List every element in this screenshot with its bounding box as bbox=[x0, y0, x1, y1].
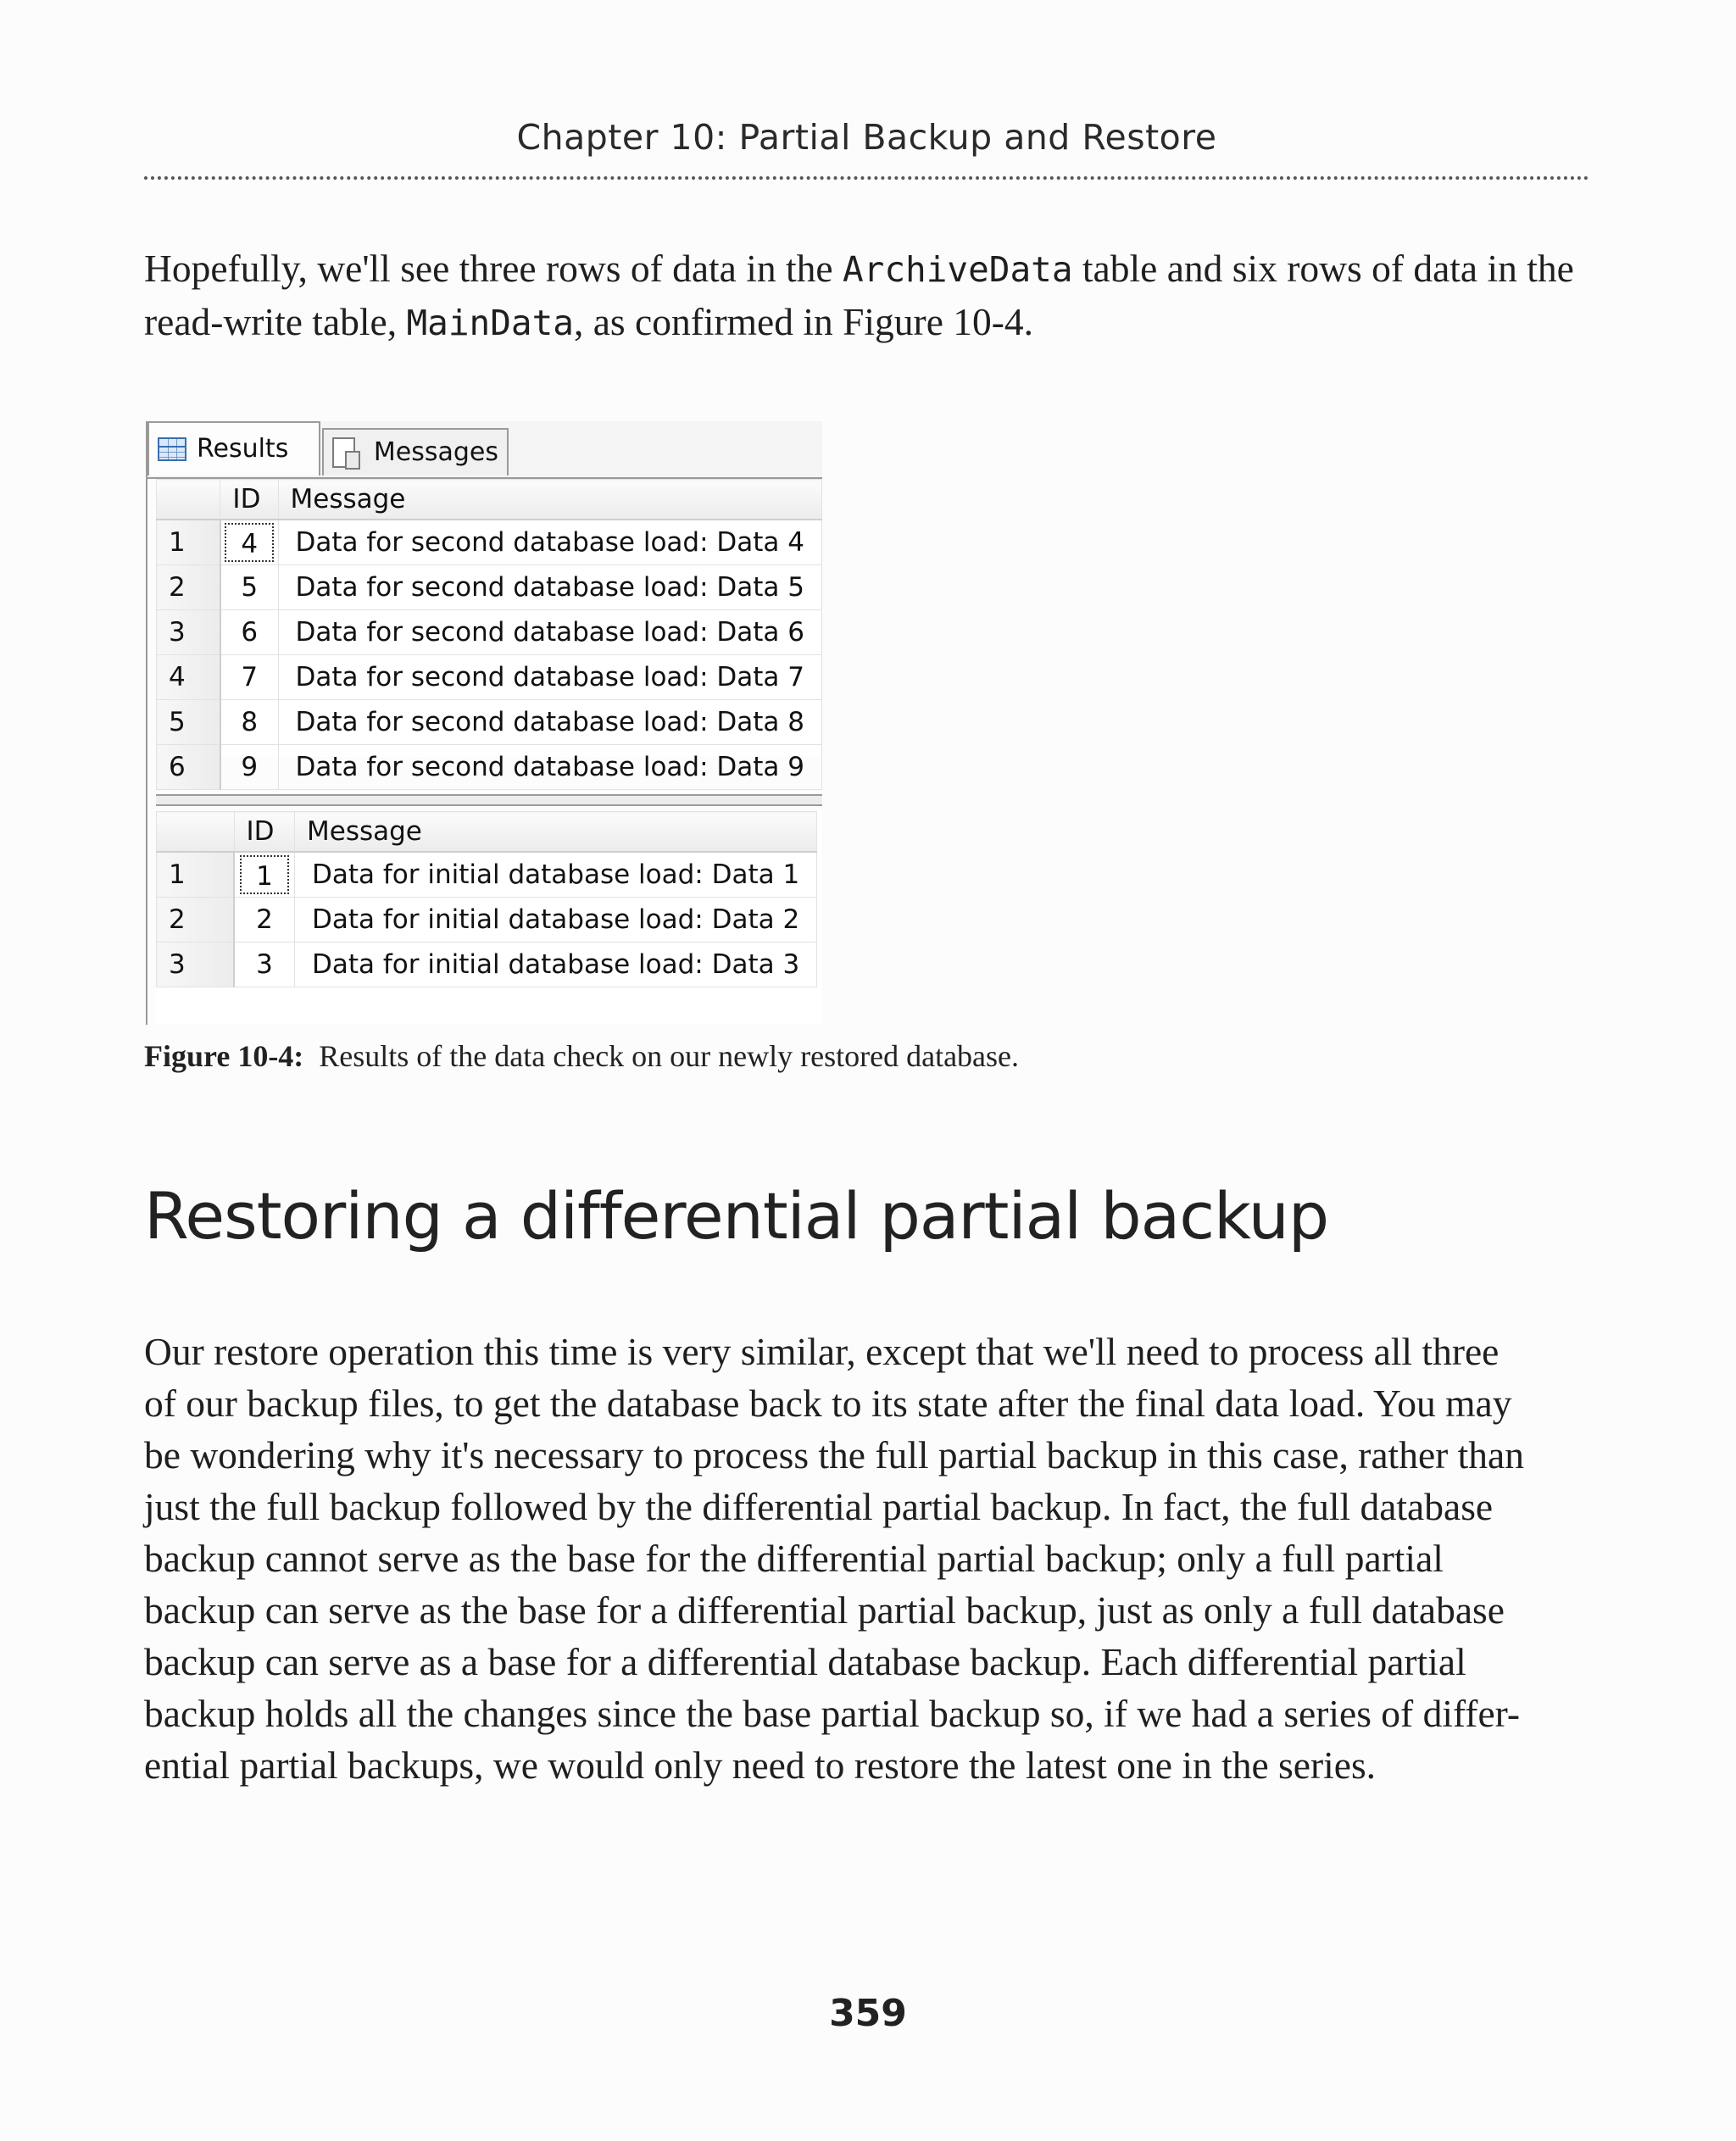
intro-paragraph bbox=[144, 242, 1602, 349]
intro-text-3: , as confirmed in Figure 10-4. bbox=[573, 300, 1034, 343]
cell-id[interactable]: 9 bbox=[220, 745, 278, 790]
table-row[interactable] bbox=[157, 565, 822, 610]
cell-message[interactable]: Data for second database load: Data 4 bbox=[278, 520, 822, 565]
cell-message[interactable]: Data for second database load: Data 6 bbox=[278, 610, 822, 655]
table-row[interactable] bbox=[157, 655, 822, 700]
figure-caption-label: Figure 10-4: bbox=[144, 1039, 304, 1073]
row-number[interactable]: 1 bbox=[157, 520, 220, 565]
results-grid-icon bbox=[158, 437, 186, 461]
table-row[interactable] bbox=[157, 700, 822, 745]
table-row[interactable] bbox=[157, 943, 817, 987]
page-number: 359 bbox=[829, 1992, 907, 2035]
row-number[interactable]: 2 bbox=[157, 565, 220, 610]
cell-id[interactable]: 3 bbox=[234, 943, 295, 987]
cell-id[interactable]: 5 bbox=[220, 565, 278, 610]
results-grid-1[interactable] bbox=[156, 479, 822, 782]
row-number-header bbox=[157, 480, 220, 520]
tab-messages[interactable] bbox=[322, 428, 509, 475]
grid-2-table bbox=[156, 811, 817, 987]
body-line: backup holds all the changes since the base partial backup so, if we had a series of differ- bbox=[144, 1692, 1521, 1735]
body-line: Our restore operation this time is very similar, except that we'll need to process all three bbox=[144, 1330, 1500, 1373]
cell-message[interactable]: Data for second database load: Data 9 bbox=[278, 745, 822, 790]
grid-1-header-row bbox=[157, 480, 822, 520]
body-line: of our backup files, to get the database back to its state after the final data load. You may bbox=[144, 1382, 1512, 1425]
code-maindata: MainData bbox=[406, 303, 574, 343]
cell-id[interactable] bbox=[220, 520, 278, 565]
figure-caption bbox=[144, 1038, 1019, 1074]
column-header-message[interactable]: Message bbox=[278, 480, 822, 520]
body-line: backup cannot serve as the base for the differential partial backup; only a full partial bbox=[144, 1537, 1444, 1580]
cell-message[interactable]: Data for second database load: Data 8 bbox=[278, 700, 822, 745]
table-row[interactable] bbox=[157, 745, 822, 790]
intro-text-2: table and six rows of data in the read-write table, bbox=[144, 247, 1574, 343]
table-row[interactable] bbox=[157, 520, 822, 565]
cell-id[interactable]: 2 bbox=[234, 898, 295, 943]
selected-cell[interactable]: 1 bbox=[240, 855, 289, 894]
results-grid-2[interactable] bbox=[156, 811, 822, 1025]
column-header-id[interactable]: ID bbox=[234, 812, 295, 853]
column-header-message[interactable]: Message bbox=[295, 812, 817, 853]
cell-id[interactable]: 8 bbox=[220, 700, 278, 745]
tab-results-label: Results bbox=[197, 434, 289, 464]
selected-cell[interactable]: 4 bbox=[225, 523, 274, 562]
cell-id[interactable]: 7 bbox=[220, 655, 278, 700]
running-head: Chapter 10: Partial Backup and Restore bbox=[516, 117, 1217, 158]
section-heading: Restoring a differential partial backup bbox=[144, 1178, 1329, 1254]
cell-id[interactable]: 6 bbox=[220, 610, 278, 655]
figure-frame bbox=[146, 421, 147, 1025]
cell-message[interactable]: Data for initial database load: Data 1 bbox=[295, 852, 817, 898]
row-number[interactable]: 3 bbox=[157, 943, 235, 987]
code-archivedata: ArchiveData bbox=[842, 249, 1073, 290]
body-paragraph bbox=[144, 1326, 1602, 1791]
table-row[interactable] bbox=[157, 898, 817, 943]
header-rule bbox=[144, 176, 1589, 180]
body-line: be wondering why it's necessary to process the full partial backup in this case, rather than bbox=[144, 1433, 1525, 1476]
figure-screenshot bbox=[146, 421, 822, 1025]
results-tabstrip bbox=[147, 421, 822, 479]
cell-message[interactable]: Data for initial database load: Data 3 bbox=[295, 943, 817, 987]
cell-message[interactable]: Data for second database load: Data 5 bbox=[278, 565, 822, 610]
body-line: ential partial backups, we would only need to restore the latest one in the series. bbox=[144, 1743, 1377, 1787]
tab-messages-label: Messages bbox=[373, 437, 498, 467]
body-line: backup can serve as a base for a differential database backup. Each differential partial bbox=[144, 1640, 1466, 1683]
body-line: just the full backup followed by the differential partial backup. In fact, the full database bbox=[144, 1485, 1494, 1528]
row-number[interactable]: 3 bbox=[157, 610, 220, 655]
body-line: backup can serve as the base for a differential partial backup, just as only a full database bbox=[144, 1588, 1505, 1632]
cell-message[interactable]: Data for initial database load: Data 2 bbox=[295, 898, 817, 943]
grid-splitter[interactable] bbox=[156, 794, 822, 806]
row-number[interactable]: 4 bbox=[157, 655, 220, 700]
row-number-header bbox=[157, 812, 235, 853]
cell-message[interactable]: Data for second database load: Data 7 bbox=[278, 655, 822, 700]
row-number[interactable]: 1 bbox=[157, 852, 235, 898]
tab-results[interactable] bbox=[147, 421, 320, 475]
cell-id[interactable] bbox=[234, 852, 295, 898]
figure-caption-text: Results of the data check on our newly restored database. bbox=[319, 1039, 1020, 1073]
messages-icon bbox=[332, 437, 355, 468]
column-header-id[interactable]: ID bbox=[220, 480, 278, 520]
grid-1-table bbox=[156, 479, 822, 790]
row-number[interactable]: 5 bbox=[157, 700, 220, 745]
row-number[interactable]: 6 bbox=[157, 745, 220, 790]
table-row[interactable] bbox=[157, 610, 822, 655]
grid-2-header-row bbox=[157, 812, 817, 853]
intro-text-1: Hopefully, we'll see three rows of data in the bbox=[144, 247, 843, 290]
table-row[interactable] bbox=[157, 852, 817, 898]
row-number[interactable]: 2 bbox=[157, 898, 235, 943]
